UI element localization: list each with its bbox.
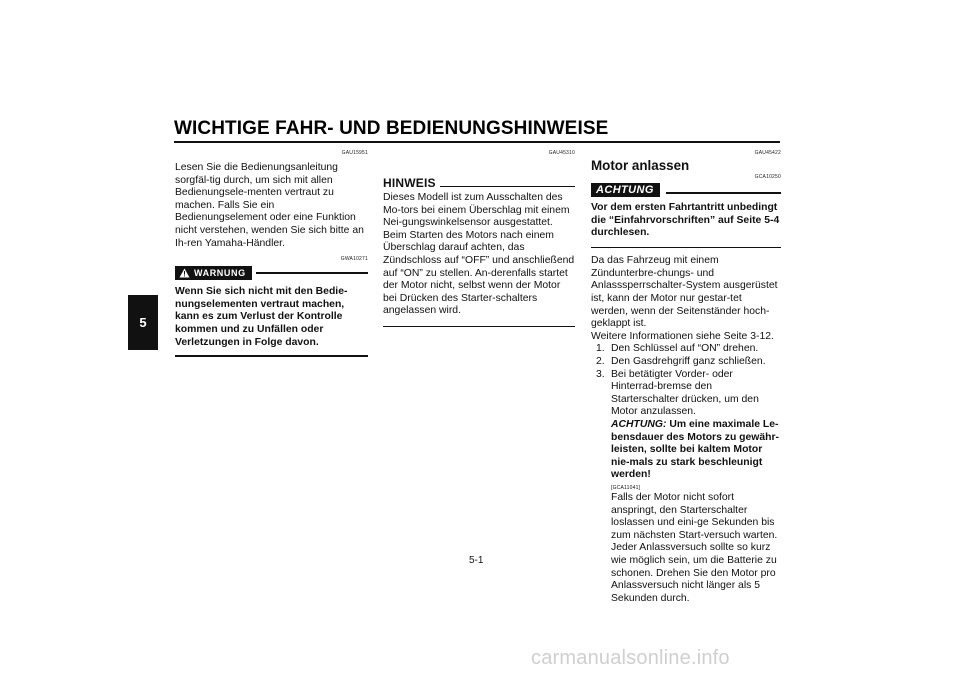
watermark: carmanualsonline.info	[531, 647, 730, 669]
step-followup: Falls der Motor nicht sofort anspringt, den Starterschalter loslassen und eini-ge Sekunden bis zum nächsten Start-versuch warten. Jeder Anlassversuch sollte so kurz wie möglich sein, um die Batterie zu schonen. Drehen Sie den Motor pro Anlassversuch nicht länger als 5 Sekunden durch.	[611, 491, 778, 604]
chapter-tab: 5	[128, 295, 158, 350]
warning-label: WARNUNG	[194, 268, 246, 279]
caution-text: Vor dem ersten Fahrtantritt unbedingt die “Einfahrvorschriften” auf Seite 5-4 durchlesen.	[591, 202, 780, 239]
warning-header	[175, 266, 368, 280]
step-text: Den Schlüssel auf “ON” drehen.	[611, 343, 759, 355]
section-heading: Motor anlassen	[591, 158, 690, 173]
column-middle	[383, 150, 575, 327]
step-content	[611, 369, 781, 606]
list-item	[591, 343, 781, 356]
column-right	[591, 150, 781, 605]
warning-rule	[256, 272, 368, 274]
warning-code: GWA10271	[340, 256, 368, 263]
caution-end-rule	[591, 247, 781, 249]
caution-code: GCA10250	[754, 174, 781, 180]
step-number: 3.	[596, 368, 605, 380]
list-item	[591, 356, 781, 369]
title-rule	[174, 141, 780, 143]
note-end-rule	[383, 326, 575, 327]
more-info: Weitere Informationen siehe Seite 3-12.	[591, 330, 774, 342]
step-list	[591, 343, 781, 605]
caution-header	[591, 183, 781, 197]
page-number: 5-1	[469, 555, 484, 566]
note-header	[383, 176, 575, 190]
page-title: WICHTIGE FAHR- UND BEDIENUNGSHINWEISE	[174, 118, 609, 139]
warning-end-rule	[175, 355, 368, 357]
step-text: Bei betätigter Vorder- oder Hinterrad-bremse den Starterschalter drücken, um den Motor anzulassen.	[611, 368, 759, 418]
step-number: 2.	[596, 356, 605, 368]
column-left	[175, 150, 368, 357]
note-label: HINWEIS	[383, 176, 436, 190]
body-paragraph: Da das Fahrzeug mit einem Zündunterbre-chungs- und Anlasssperrschalter-System ausgerüstet ist, kann der Motor nur gestar-tet werden, wenn der Seitenständer hoch-geklappt ist.	[591, 255, 778, 330]
note-text: Dieses Modell ist zum Ausschalten des Mo-tors bei einem Überschlag mit einem Nei-gungswinkelsensor ausgestattet. Beim Starten des Motors nach einem Überschlag darauf achten, das Zündschloss auf “OFF” und anschließend auf “ON” zu stellen. An-derenfalls startet der Motor nicht, selbst wenn der Motor bei Drücken des Starter-schalters angelassen wird.	[383, 192, 575, 317]
section-code: GAU45422	[754, 150, 781, 156]
step-text: Den Gasdrehgriff ganz schließen.	[611, 356, 766, 368]
list-item	[591, 369, 781, 606]
warning-badge	[175, 266, 252, 280]
section-code: GAU45310	[548, 150, 575, 156]
caution-rule	[666, 192, 781, 194]
warning-triangle-icon	[179, 268, 190, 278]
intro-paragraph: Lesen Sie die Bedienungsanleitung sorgfäl-tig durch, um sich mit allen Bedienungsele-menten vertraut zu machen. Falls Sie ein Bedienungselement oder eine Funktion nicht verstehen, wenden Sie sich bitte an Ih-ren Yamaha-Händler.	[175, 162, 364, 249]
section-code: GAU15951	[341, 150, 368, 156]
step-caution-text: Um eine maximale Le-bensdauer des Motors zu gewähr-leisten, sollte bei kaltem Motor nie-mals zu stark beschleunigt werden!	[611, 419, 780, 481]
note-rule	[440, 186, 575, 187]
step-caution-label: ACHTUNG:	[611, 419, 667, 430]
step-code: [GCA11041]	[611, 484, 641, 491]
warning-text: Wenn Sie sich nicht mit den Bedie-nungselementen vertraut machen, kann es zum Verlust der Kontrolle kommen und zu Unfällen oder Verletzungen in Folge davon.	[175, 286, 348, 348]
caution-badge: ACHTUNG	[591, 183, 660, 197]
step-number: 1.	[596, 343, 605, 355]
